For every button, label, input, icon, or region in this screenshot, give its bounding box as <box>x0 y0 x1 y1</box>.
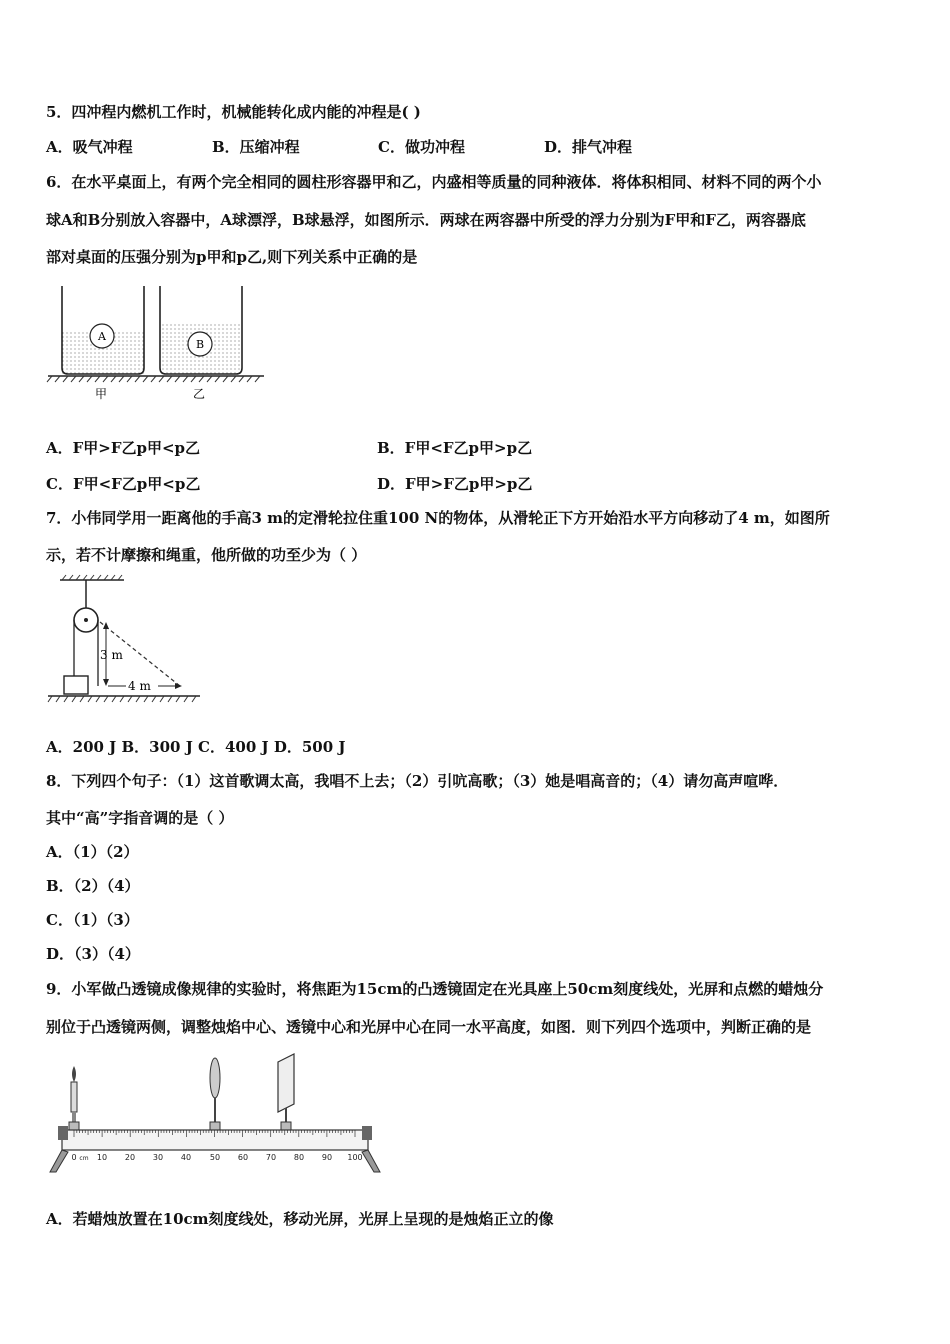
height-arrow-top <box>103 622 109 629</box>
bench-end-left <box>58 1126 68 1140</box>
q5-option-a: A．吸气冲程 <box>46 138 133 156</box>
candle <box>69 1066 79 1130</box>
q6-option-c: C．F甲<F乙p甲<p乙 <box>46 475 201 493</box>
tick-label: 70 <box>265 1153 277 1162</box>
pulley-axle <box>84 618 88 622</box>
bench-leg-left <box>50 1150 68 1172</box>
tick-label: 100 <box>347 1153 363 1162</box>
q8-option-b: B．（2）（4） <box>46 877 140 895</box>
light-screen <box>278 1054 294 1130</box>
ground-hatching <box>48 696 196 702</box>
scale-unit: cm <box>79 1155 89 1162</box>
table-hatching <box>47 376 260 382</box>
q7-options: A．200 J B．300 J C．400 J D．500 J <box>46 738 346 756</box>
distance-arrow <box>175 683 182 689</box>
tick-label: 50 <box>209 1153 221 1162</box>
q7-pulley-figure <box>46 574 206 708</box>
q9-optical-bench-figure <box>44 1044 390 1178</box>
tick-label: 10 <box>96 1153 108 1162</box>
q6-option-d: D．F甲>F乙p甲>p乙 <box>377 475 533 493</box>
q5-option-d: D．排气冲程 <box>544 138 633 156</box>
tick-label: 60 <box>237 1153 249 1162</box>
q6-option-a: A．F甲>F乙p甲<p乙 <box>46 439 201 457</box>
q7-stem-line2: 示，若不计摩擦和绳重，他所做的功至少为（ ） <box>46 546 367 564</box>
bench-leg-right <box>362 1150 380 1172</box>
q5-stem: 5．四冲程内燃机工作时，机械能转化成内能的冲程是( ) <box>46 103 421 121</box>
q6-option-b: B．F甲<F乙p甲>p乙 <box>377 439 533 457</box>
label-jia: 甲 <box>94 387 108 401</box>
tick-label: 40 <box>180 1153 192 1162</box>
q6-stem-line3: 部对桌面的压强分别为p甲和p乙,则下列关系中正确的是 <box>46 248 418 266</box>
label-yi: 乙 <box>192 387 206 401</box>
q8-option-c: C．（1）（3） <box>46 911 139 929</box>
q6-stem-line1: 6．在水平桌面上，有两个完全相同的圆柱形容器甲和乙，内盛相等质量的同种液体．将体积相同、材料不同的两个小 <box>46 173 822 191</box>
height-arrow-bottom <box>103 679 109 686</box>
convex-lens <box>210 1058 220 1130</box>
q9-stem-line2: 别位于凸透镜两侧，调整烛焰中心、透镜中心和光屏中心在同一水平高度，如图．则下列四个选项中，判断正确的是 <box>46 1018 812 1036</box>
q7-stem-line1: 7．小伟同学用一距离他的手高3 m的定滑轮拉住重100 N的物体，从滑轮正下方开始沿水平方向移动了4 m，如图所 <box>46 509 830 527</box>
distance-label: 4 m <box>128 679 151 693</box>
q6-stem-line2: 球A和B分别放入容器中，A球漂浮，B球悬浮，如图所示．两球在两容器中所受的浮力分别为F甲和F乙，两容器底 <box>46 211 806 229</box>
height-label: 3 m <box>100 648 123 662</box>
tick-label: 90 <box>321 1153 333 1162</box>
q6-containers-figure <box>46 284 276 402</box>
weight-block <box>64 676 88 694</box>
candle-flame <box>72 1066 76 1082</box>
tick-label: 20 <box>124 1153 136 1162</box>
tick-label: 80 <box>293 1153 305 1162</box>
bench-end-right <box>362 1126 372 1140</box>
q9-option-a: A．若蜡烛放置在10cm刻度线处，移动光屏，光屏上呈现的是烛焰正立的像 <box>46 1210 554 1228</box>
q9-stem-line1: 9．小军做凸透镜成像规律的实验时，将焦距为15cm的凸透镜固定在光具座上50cm刻度线处，光屏和点燃的蜡烛分 <box>46 980 824 998</box>
q8-stem-line1: 8．下列四个句子：（1）这首歌调太高，我唱不上去；（2）引吭高歌；（3）她是唱高音的；（4）请勿高声喧哗． <box>46 772 789 790</box>
q8-stem-line2: 其中“高”字指音调的是（ ） <box>46 809 234 827</box>
tick-label: 0 <box>71 1153 77 1162</box>
q8-option-a: A．（1）（2） <box>46 843 139 861</box>
ball-b-label: B <box>195 338 205 351</box>
q5-option-b: B．压缩冲程 <box>212 138 300 156</box>
q8-option-d: D．（3）（4） <box>46 945 140 963</box>
ball-a-label: A <box>98 330 106 343</box>
tick-label: 30 <box>152 1153 164 1162</box>
q5-option-c: C．做功冲程 <box>378 138 465 156</box>
scale-labels <box>71 1153 362 1162</box>
